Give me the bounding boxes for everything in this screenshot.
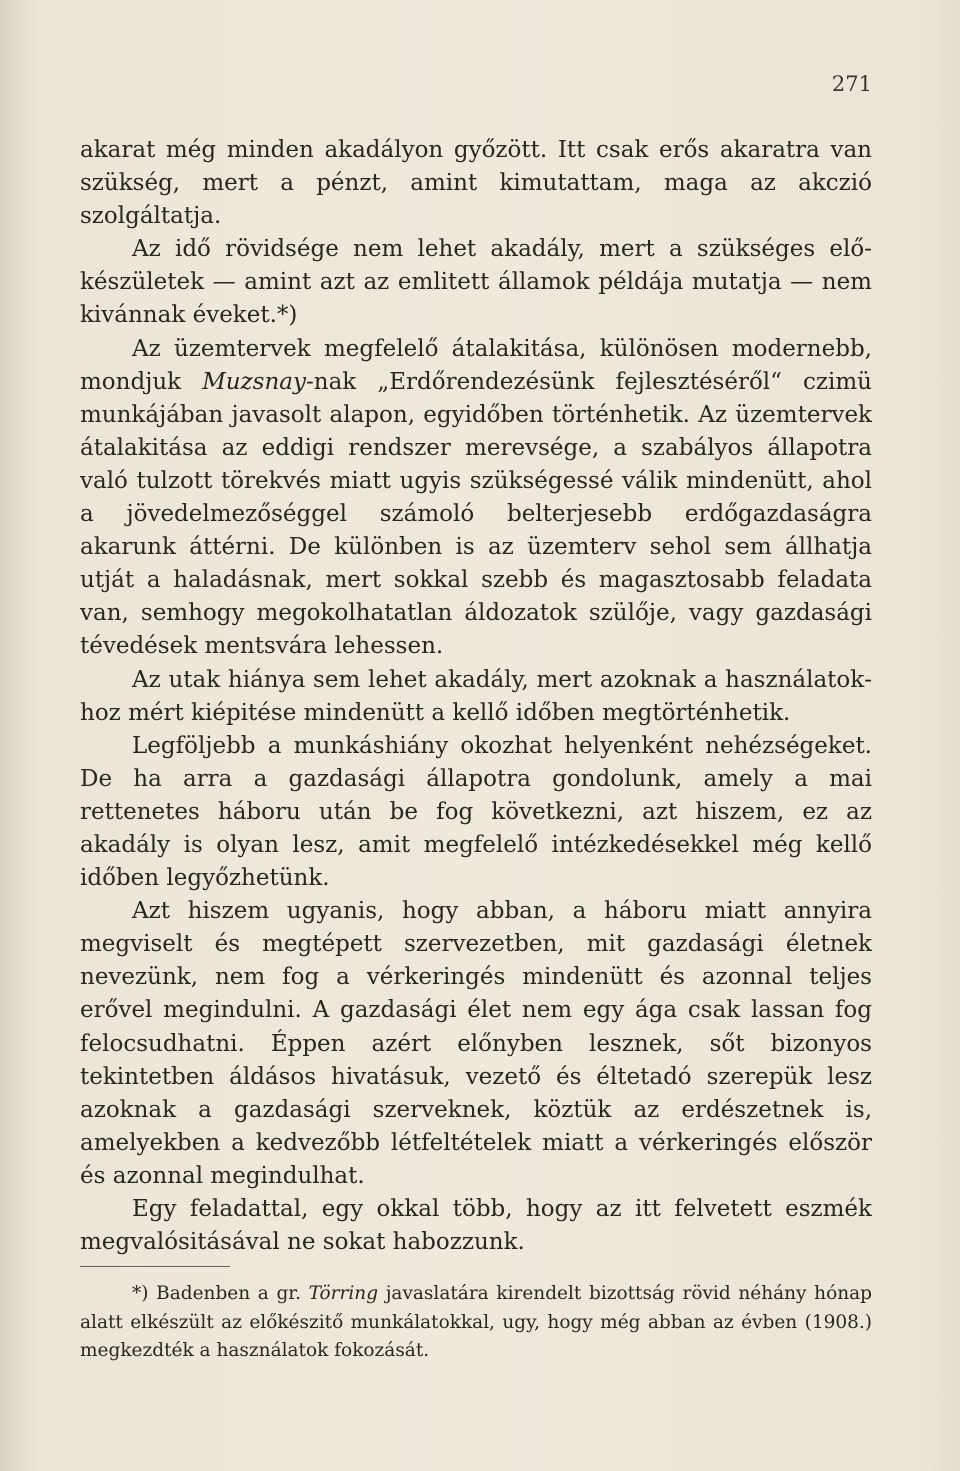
body-text <box>80 134 872 1259</box>
text-run: javaslatára kirendelt bizottság rövid néhány hónap alatt elkészült az előkészitő munkálatokkal, ugy, hogy még abban az évben (1908.) megkezdték a használatok fokozását. <box>80 1283 872 1361</box>
page-number: 271 <box>831 72 872 96</box>
paragraph <box>80 664 872 730</box>
footnote <box>80 1280 872 1366</box>
paragraph <box>80 233 872 332</box>
text-run: Az idő rövidsége nem lehet akadály, mert a szükséges előkészületek — amint azt az emlitett államok példája mutatja — nem kivánnak éveket.*) <box>80 236 872 329</box>
text-run: *) Badenben a gr. <box>132 1283 309 1304</box>
italic-name: Törring <box>308 1283 379 1304</box>
text-run: Legföljebb a munkáshiány okozhat helyenként nehézségeket. De ha arra a gazdasági állapotra gondolunk, amely a mai rettenetes háboru után be fog következni, azt hiszem, ez az akadály is olyan lesz, amit megfelelő intézkedésekkel még kellő időben legyőzhetünk. <box>80 732 872 892</box>
text-run: Az üzemtervek megfelelő átalakitása, különösen modernebb, mondjuk <box>80 335 872 395</box>
text-run: akarat még minden akadályon győzött. Itt csak erős akaratra van szükség, mert a pénzt, amint kimutattam, maga az akczió szolgáltatja. <box>80 137 872 230</box>
text-run: -nak „Erdőrendezésünk fejlesztéséről“ czimü munkájában javasolt alapon, egyidőben történhetik. Az üzemtervek átalakitása az eddigi rendszer merevsége, a szabályos állapotra való tulzott törekvés miatt ugyis szükségessé válik mindenütt, ahol a jövedelmezőséggel számoló belterjesebb erdőgazdaságra akarunk áttérni. De különben is az üzemterv sehol sem állhatja utját a haladásnak, mert sokkal szebb és magasztosabb feladata van, semhogy megokolhatatlan áldozatok szülője, vagy gazdasági tévedések mentsvára lehessen. <box>80 368 872 660</box>
text-run: Egy feladattal, egy okkal több, hogy az itt felvetett eszmék megvalósitásával ne sokat habozzunk. <box>80 1196 872 1256</box>
text-run: Azt hiszem ugyanis, hogy abban, a háboru miatt annyira megviselt és megtépett szervezetben, mit gazdasági életnek nevezünk, nem fog a vérkeringés mindenütt és azonnal teljes erővel megindulni. A gazdasági élet nem egy ága csak lassan fog felocsudhatni. Éppen azért előnyben lesznek, sőt bizonyos tekintetben áldásos hivatásuk, vezető és éltetadó szerepük lesz azoknak a gazdasági szerveknek, köztük az erdészetnek is, amelyekben a kedvezőbb létfeltételek miatt a vérkeringés először és azonnal megindulhat. <box>80 898 872 1189</box>
paragraph <box>80 1193 872 1259</box>
paragraph <box>80 134 872 233</box>
paragraph <box>80 333 872 664</box>
italic-name: Muzsnay <box>202 368 306 395</box>
text-run: Az utak hiánya sem lehet akadály, mert azoknak a használatokhoz mért kiépitése mindenütt a kellő időben megtörténhetik. <box>80 666 872 726</box>
paragraph <box>80 895 872 1193</box>
paragraph <box>80 730 872 895</box>
footnote-divider <box>80 1266 230 1267</box>
